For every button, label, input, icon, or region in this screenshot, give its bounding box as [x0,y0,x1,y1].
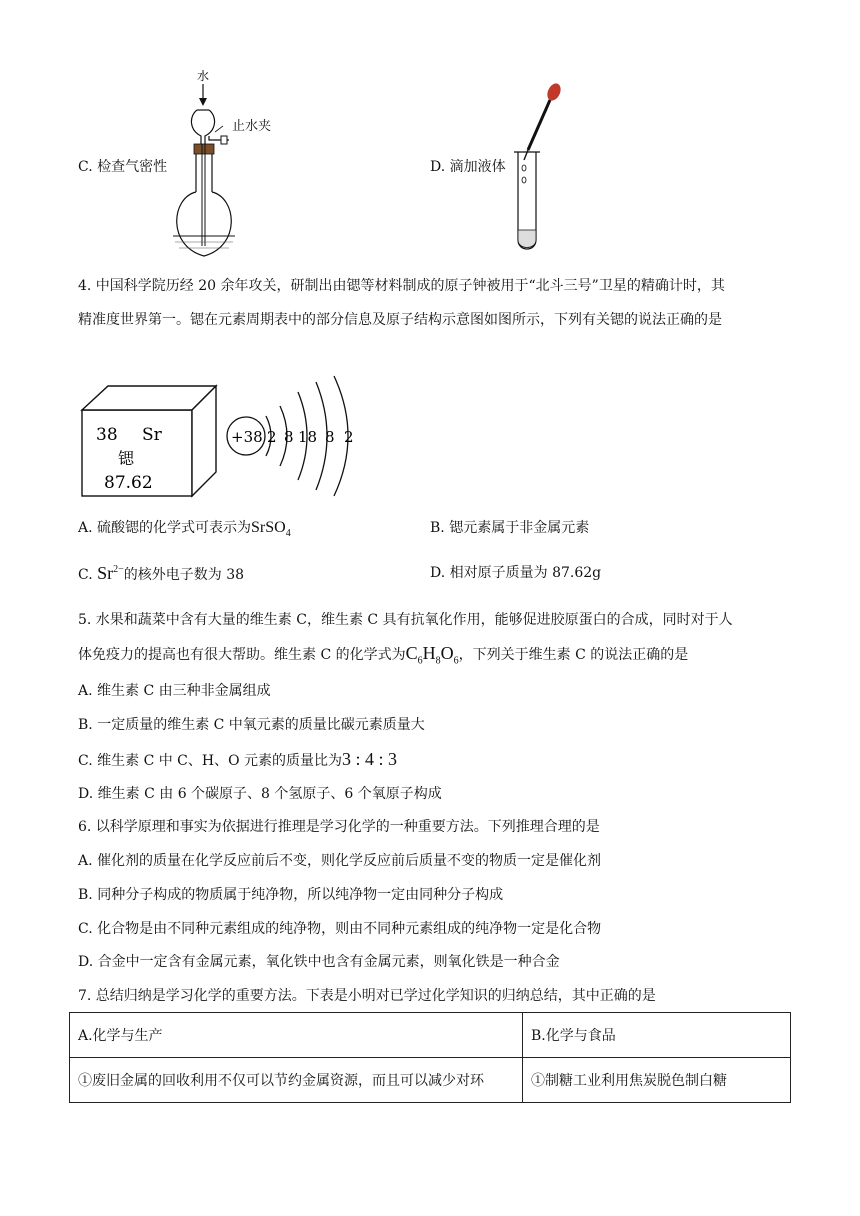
airtightness-apparatus [165,66,255,262]
q3-option-d: D. 滴加液体 [430,159,506,175]
q5-option-a: A. 维生素 C 由三种非金属组成 [78,683,271,699]
q6-stem: 6. 以科学原理和事实为依据进行推理是学习化学的一种重要方法。下列推理合理的是 [78,819,600,835]
mass-ratio: 3 : 4 : 3 [342,749,398,769]
shell-1: 2 [267,428,277,446]
q6-option-d: D. 合金中一定含有金属元素，氧化铁中也含有金属元素，则氧化铁是一种合金 [78,954,560,970]
element-number: 38 [96,425,118,445]
element-name: 锶 [118,449,135,468]
sr-ion-formula: $Sr^{2-}$ [97,563,124,583]
q4-option-d: D. 相对原子质量为 87.62g [430,565,602,581]
q4-option-a-text: A. 硫酸锶的化学式可表示为 [78,520,252,536]
dropper-testtube [508,80,580,256]
water-label: 水 [197,69,210,83]
element-symbol: Sr [142,425,162,445]
q4-option-b: B. 锶元素属于非金属元素 [430,520,590,536]
q5-option-d: D. 维生素 C 由 6 个碳原子、8 个氢原子、6 个氧原子构成 [78,786,442,802]
clamp-label: 止水夹 [232,119,272,134]
shell-5: 2 [344,428,354,446]
q5-stem-line1: 5. 水果和蔬菜中含有大量的维生素 C，维生素 C 具有抗氧化作用，能够促进胶原蛋白的合成，同时对于人 [78,612,733,628]
element-cell-cube [80,384,220,498]
q5-option-c: C. 维生素 C 中 C、H、O 元素的质量比为3 : 4 : 3 [78,749,398,769]
q6-option-c: C. 化合物是由不同种元素组成的纯净物，则由不同种元素组成的纯净物一定是化合物 [78,921,602,937]
q5-stem-line2: 体免疫力的提高也有很大帮助。维生素 C 的化学式为$C_6H_8O_6$，下列关于维生素 C 的说法正确的是 [78,643,689,667]
q6-option-a: A. 催化剂的质量在化学反应前后不变，则化学反应前后质量不变的物质一定是催化剂 [78,853,602,869]
vitamin-c-formula: $C_6H_8O_6$ [405,643,459,667]
shell-2: 8 [284,428,294,446]
q4-option-c: C. $Sr^{2-}$的核外电子数为 38 [78,563,245,583]
q3-option-c: C. 检查气密性 [78,159,168,175]
table-header-a: A.化学与生产 [70,1013,523,1058]
shell-4: 8 [325,428,335,446]
q4-stem-line2: 精准度世界第一。锶在元素周期表中的部分信息及原子结构示意图如图所示，下列有关锶的说法正确的是 [78,312,722,328]
nucleus-charge: +38 [231,428,263,446]
shell-3: 18 [298,428,318,446]
q4-stem-line1: 4. 中国科学院历经 20 余年攻关，研制出由锶等材料制成的原子钟被用于“北斗三号”卫星的精确计时，其 [78,278,725,294]
q7-stem: 7. 总结归纳是学习化学的重要方法。下表是小明对已学过化学知识的归纳总结，其中正确的是 [78,988,656,1004]
table-cell-b1: ①制糖工业利用焦炭脱色制白糖 [523,1058,791,1103]
table-cell-a1: ①废旧金属的回收利用不仅可以节约金属资源，而且可以减少对环 [70,1058,523,1103]
q4-option-a [78,518,291,538]
q5-option-b: B. 一定质量的维生素 C 中氧元素的质量比碳元素质量大 [78,717,425,733]
table-row [70,1058,791,1103]
element-mass: 87.62 [104,473,153,493]
srso4-formula: SrSO$_4$ [251,519,291,540]
q7-summary-table [69,1012,791,1103]
q6-option-b: B. 同种分子构成的物质属于纯净物，所以纯净物一定由同种分子构成 [78,887,504,903]
table-header-b: B.化学与食品 [523,1013,791,1058]
table-row [70,1013,791,1058]
atom-structure-diagram [222,368,367,498]
